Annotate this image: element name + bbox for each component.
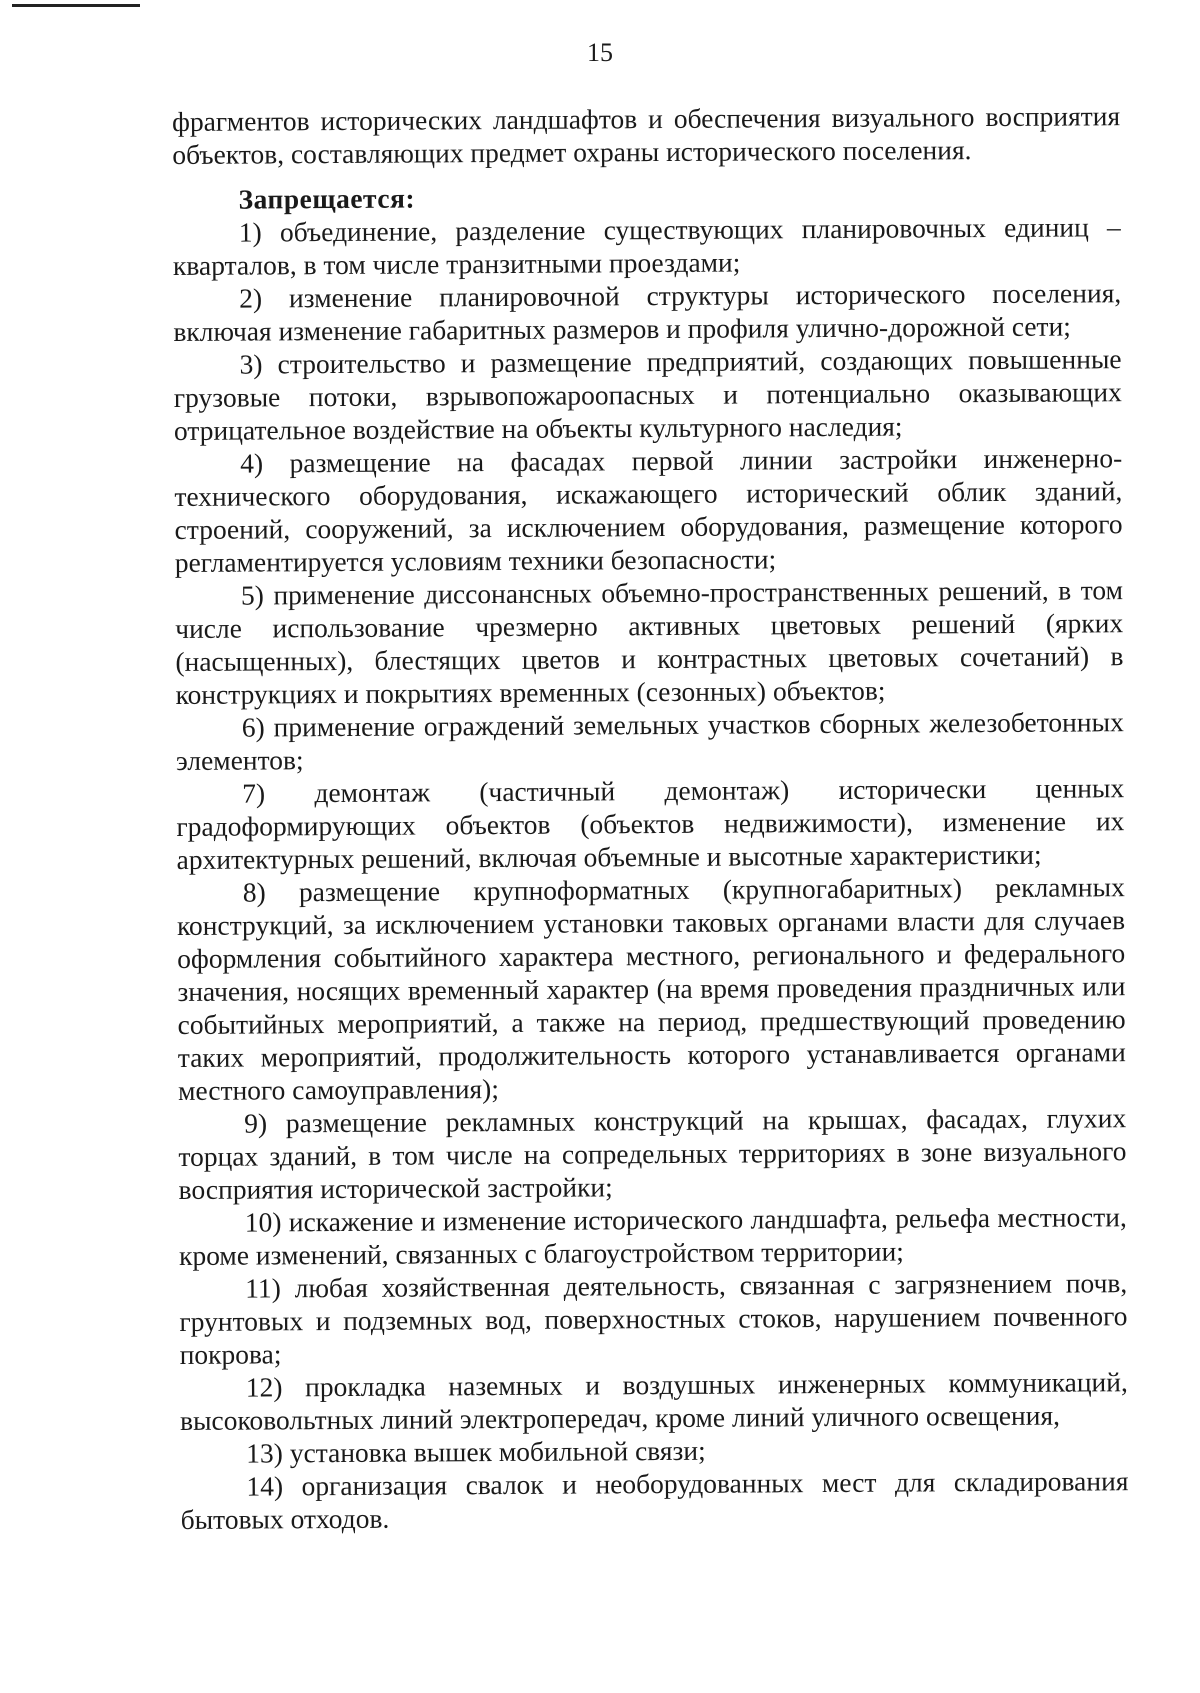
- list-item-8: 8) размещение крупноформатных (крупногабаритных) рекламных конструкций, за исключением установки таковых органами власти для случаев оформления событийного характера местного, регионального и федерального значения, носящих временный характер (на время проведения праздничных или событийных мероприятий, а также на период, предшествующий проведению таких мероприятий, продолжительность которого устанавливается органами местного самоуправления);: [176, 871, 1126, 1106]
- list-item-2: 2) изменение планировочной структуры исторического поселения, включая изменение габаритных размеров и профиля улично-дорожной сети;: [173, 277, 1122, 347]
- list-item-13: 13) установка вышек мобильной связи;: [246, 1434, 706, 1469]
- list-item-6: 6) применение ограждений земельных участков сборных железобетонных элементов;: [175, 706, 1124, 776]
- intro-paragraph: фрагментов исторических ландшафтов и обеспечения визуального восприятия объектов, составляющих предмет охраны исторического поселения.: [172, 100, 1121, 170]
- scan-edge-mark: [12, 4, 140, 7]
- list-item-5: 5) применение диссонансных объемно-пространственных решений, в том числе использование чрезмерно активных цветовых решений (ярких (насыщенных), блестящих цветов и контрастных цветовых сочетаний) в конструкциях и покрытиях временных (сезонных) объектов;: [175, 574, 1124, 710]
- list-item-1: 1) объединение, разделение существующих планировочных единиц – кварталов, в том числе транзитными проездами;: [172, 211, 1121, 281]
- list-item-11: 11) любая хозяйственная деятельность, связанная с загрязнением почв, грунтовых и подземных вод, поверхностных стоков, нарушением почвенного покрова;: [179, 1267, 1128, 1370]
- list-item-3: 3) строительство и размещение предприятий, создающих повышенные грузовые потоки, взрывопожароопасных и потенциально оказывающих отрицательное воздействие на объекты культурного наследия;: [173, 343, 1122, 446]
- list-item-10: 10) искажение и изменение исторического ландшафта, рельефа местности, кроме изменений, связанных с благоустройством территории;: [178, 1201, 1127, 1271]
- list-item-14: 14) организация свалок и необорудованных мест для складирования бытовых отходов.: [180, 1465, 1129, 1535]
- list-item-4: 4) размещение на фасадах первой линии застройки инженерно-технического оборудования, искажающего исторический облик зданий, строений, сооружений, за исключением оборудования, размещение которого регламентируется условиям техники безопасности;: [174, 442, 1123, 578]
- section-heading: Запрещается:: [238, 182, 416, 215]
- list-item-12: 12) прокладка наземных и воздушных инженерных коммуникаций, высоковольтных линий электропередач, кроме линий уличного освещения,: [179, 1366, 1128, 1436]
- document-body: [172, 99, 1129, 1536]
- page-number: 15: [587, 38, 613, 67]
- list-item-7: 7) демонтаж (частичный демонтаж) исторически ценных градоформирующих объектов (объектов недвижимости), изменение их архитектурных решений, включая объемные и высотные характеристики;: [176, 772, 1125, 875]
- list-item-9: 9) размещение рекламных конструкций на крышах, фасадах, глухих торцах зданий, в том числе на сопредельных территориях в зоне визуального восприятия исторической застройки;: [178, 1102, 1127, 1205]
